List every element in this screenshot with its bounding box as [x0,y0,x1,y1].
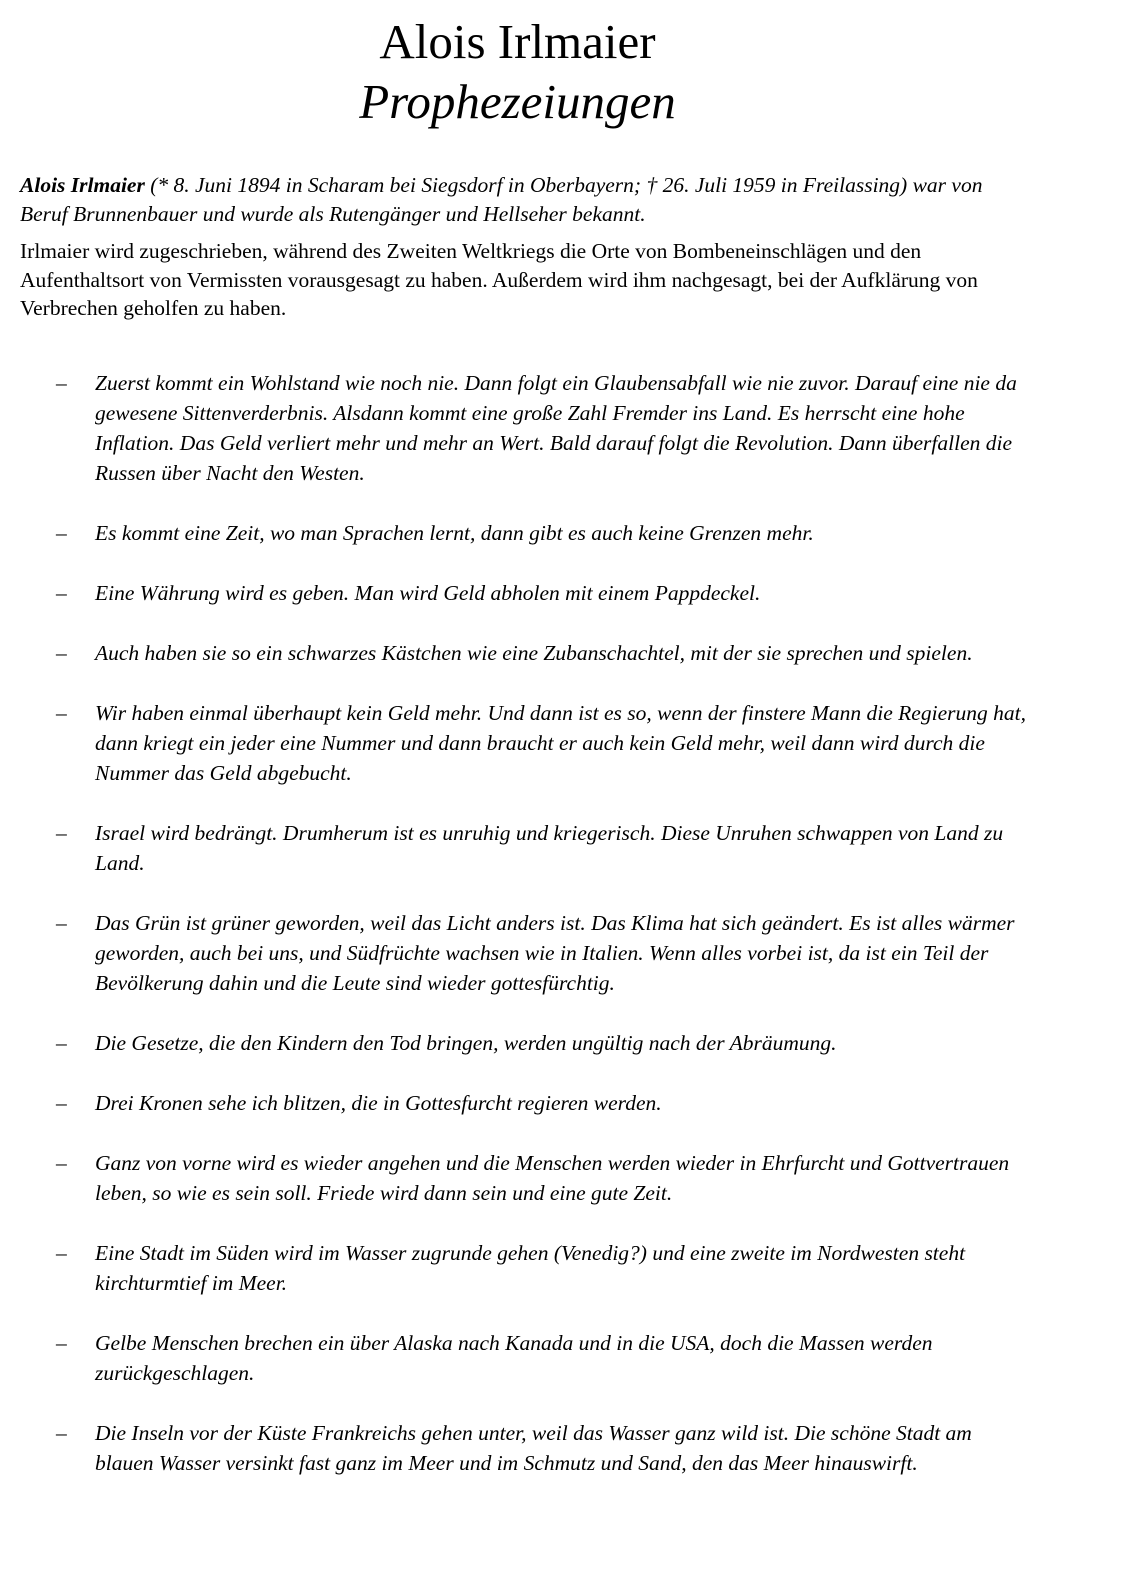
prophecy-text: Auch haben sie so ein schwarzes Kästchen wie eine Zubanschachtel, mit der sie sprechen und spielen. [95,641,973,665]
dash-bullet: – [56,1091,67,1115]
dash-bullet: – [56,911,67,935]
prophecy-text: Wir haben einmal überhaupt kein Geld mehr. Und dann ist es so, wenn der finstere Mann die Regierung hat, dann kriegt ein jeder eine Nummer und dann braucht er auch kein Geld mehr, weil dann wird durch die Nummer das Geld abgebucht. [95,701,1026,785]
prophecy-item [0,1088,1030,1118]
prophecy-item [0,518,1030,548]
prophecy-item [0,1028,1030,1058]
prophecy-text: Drei Kronen sehe ich blitzen, die in Gottesfurcht regieren werden. [95,1091,662,1115]
prophecy-item [0,908,1030,998]
dash-bullet: – [56,641,67,665]
dash-bullet: – [56,1421,67,1445]
prophecy-item [0,1238,1030,1298]
dash-bullet: – [56,1151,67,1175]
prophecy-item [0,818,1030,878]
intro-section [20,171,1030,323]
prophecy-item [0,578,1030,608]
prophecy-text: Zuerst kommt ein Wohlstand wie noch nie. Dann folgt ein Glaubensabfall wie nie zuvor. Darauf eine nie da gewesene Sittenverderbnis. Alsdann kommt eine große Zahl Fremder ins Land. Es herrscht eine hohe Inflation. Das Geld verliert mehr und mehr an Wert. Bald darauf folgt die Revolution. Dann überfallen die Russen über Nacht den Westen. [95,371,1017,485]
prophecy-item [0,368,1030,488]
dash-bullet: – [56,371,67,395]
prophecy-text: Die Inseln vor der Küste Frankreichs gehen unter, weil das Wasser ganz wild ist. Die schöne Stadt am blauen Wasser versinkt fast ganz im Meer und im Schmutz und Sand, den das Meer hinauswirft. [95,1421,972,1475]
intro-bio-text: (* 8. Juni 1894 in Scharam bei Siegsdorf in Oberbayern; † 26. Juli 1959 in Freilassing) war von Beruf Brunnenbauer und wurde als Rutengänger und Hellseher bekannt. [20,173,983,226]
prophecy-text: Eine Stadt im Süden wird im Wasser zugrunde gehen (Venedig?) und eine zweite im Nordwesten steht kirchturmtief im Meer. [95,1241,966,1295]
dash-bullet: – [56,1031,67,1055]
dash-bullet: – [56,821,67,845]
intro-bio [20,171,1030,228]
dash-bullet: – [56,521,67,545]
dash-bullet: – [56,581,67,605]
prophecy-text: Israel wird bedrängt. Drumherum ist es unruhig und kriegerisch. Diese Unruhen schwappen von Land zu Land. [95,821,1004,875]
prophecy-item [0,698,1030,788]
prophecy-item [0,1328,1030,1388]
prophecy-text: Es kommt eine Zeit, wo man Sprachen lernt, dann gibt es auch keine Grenzen mehr. [95,521,814,545]
page-subtitle: Prophezeiungen [359,74,676,129]
dash-bullet: – [56,701,67,725]
page-title: Alois Irlmaier [379,14,656,69]
title-block [0,12,1035,132]
prophecy-item [0,1148,1030,1208]
prophecy-text: Eine Währung wird es geben. Man wird Geld abholen mit einem Pappdeckel. [95,581,761,605]
prophecy-item [0,638,1030,668]
intro-name: Alois Irlmaier [20,173,145,197]
dash-bullet: – [56,1331,67,1355]
prophecy-text: Die Gesetze, die den Kindern den Tod bringen, werden ungültig nach der Abräumung. [95,1031,837,1055]
intro-paragraph: Irlmaier wird zugeschrieben, während des Zweiten Weltkriegs die Orte von Bombeneinschlägen und den Aufenthaltsort von Vermissten vorausgesagt zu haben. Außerdem wird ihm nachgesagt, bei der Aufklärung von Verbrechen geholfen zu haben. [20,239,978,320]
prophecy-list [0,368,1140,1508]
prophecy-text: Das Grün ist grüner geworden, weil das Licht anders ist. Das Klima hat sich geändert. Es ist alles wärmer geworden, auch bei uns, und Südfrüchte wachsen wie in Italien. Wenn alles vorbei ist, da ist ein Teil der Bevölkerung dahin und die Leute sind wieder gottesfürchtig. [95,911,1015,995]
prophecy-text: Ganz von vorne wird es wieder angehen und die Menschen werden wieder in Ehrfurcht und Gottvertrauen leben, so wie es sein soll. Friede wird dann sein und eine gute Zeit. [95,1151,1010,1205]
prophecy-item [0,1418,1030,1478]
dash-bullet: – [56,1241,67,1265]
prophecy-text: Gelbe Menschen brechen ein über Alaska nach Kanada und in die USA, doch die Massen werden zurückgeschlagen. [95,1331,933,1385]
